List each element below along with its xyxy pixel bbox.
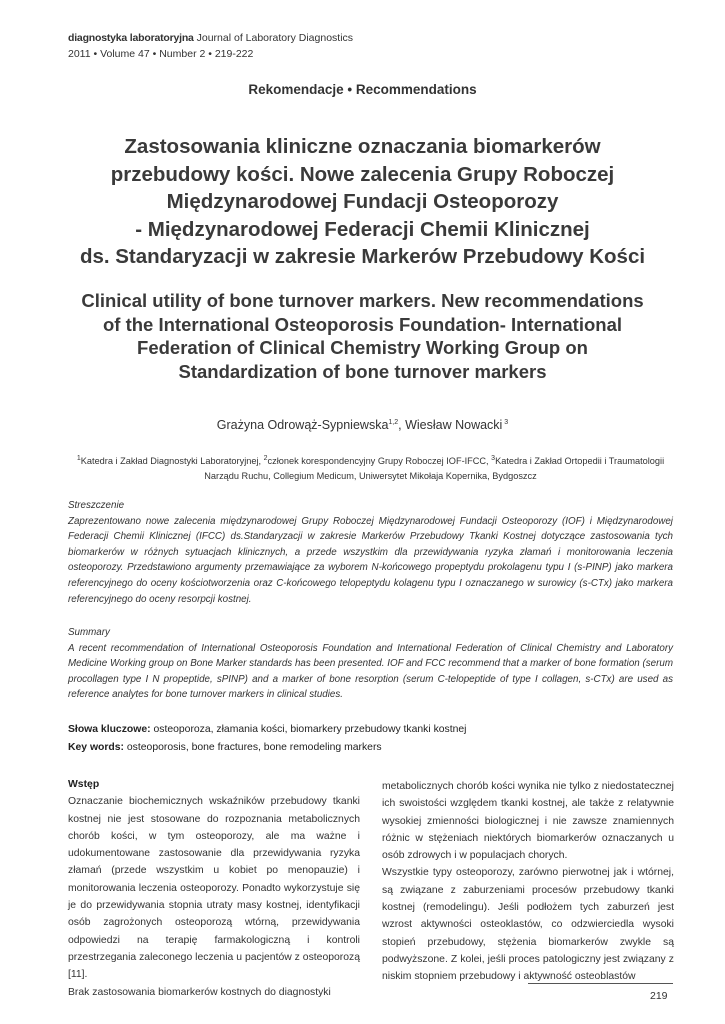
body-paragraph: Oznaczanie biochemicznych wskaźników przebudowy tkanki kostnej nie jest stosowane do rozpoznania metabolicznych chorób kości, w tym osteoporozy, ale ma ważne i udokumentowane zastosowanie dla przewidywania ryzyka złamań (przede wszystkim u kobiet po menopauzie) i monitorowania leczenia osteoporozy. Ponadto wykorzystuje się je do przewidywania stopnia utraty masy kostnej, identyfikacji osób zagrożonych osteoporozą wtórną, przewidywania odpowiedzi na terapię farmakologiczną i kontroli przestrzegania zaleconego leczenia u pacjentów z osteoporozą [11]. bbox=[68, 796, 360, 981]
abstract-polish bbox=[68, 498, 673, 607]
author-affiliation-mark: 1,2 bbox=[388, 418, 399, 426]
abstract-text: Zaprezentowano nowe zalecenia międzynarodowej Grupy Roboczej Międzynarodowej Fundacji Osteoporozy (IOF) i Międzynarodowej Federacji Chemii Klinicznej (IFCC) ds.Standaryzacji w zakresie Markerów Przebudowy Tkanki Kostnej dotyczące zastosowania tych biomarkerów w różnych sytuacjach klinicznych, a przede wszystkim dla przewidywania ryzyka złamań i monitorowania leczenia osteoporozy. Przedstawiono argumenty przemawiające za wyborem N-końcowego propeptydu prokolagenu typu I (s-PINP) jako markera referencyjnego do oceny kościotworzenia oraz C-końcowego telopeptydu kolagenu typu I oznaczanego w surowicy (s-CTx) jako markera referencyjnego do oceny resorpcji kostnej. bbox=[68, 515, 673, 605]
title-en-line: of the International Osteoporosis Foundation- International bbox=[102, 313, 623, 335]
keywords-label: Key words: bbox=[68, 742, 125, 753]
journal-line bbox=[68, 30, 353, 46]
affil-mark: 1 bbox=[76, 455, 81, 462]
title-pl-line: - Międzynarodowej Federacji Chemii Klinicznej bbox=[135, 217, 590, 241]
title-polish bbox=[40, 133, 685, 271]
title-pl-line: Międzynarodowej Fundacji Osteoporozy bbox=[166, 190, 559, 213]
keywords-english bbox=[68, 742, 673, 753]
affil-text: członek korespondencyjny Grupy Roboczej IOF-IFCC, bbox=[267, 456, 492, 467]
author-name: Grażyna Odrowąż-Sypniewska bbox=[216, 418, 389, 432]
abstract-heading: Streszczenie bbox=[68, 500, 125, 511]
body-paragraph: metabolicznych chorób kości wynika nie tylko z niedostatecznej ich swoistości względem tkanki kostnej, ale także z relatywnie wysokiej zmienności biologicznej i nie zawsze znamiennych różnic w stężeniach niektórych biomarkerów oznaczanych u osób zdrowych i w populacjach chorych. bbox=[382, 781, 674, 862]
body-paragraph: Wszystkie typy osteoporozy, zarówno pierwotnej jak i wtórnej, są związane z zaburzeniami procesów przebudowy tkanki kostnej (remodelingu). Jeśli podłożem tych zaburzeń jest wzrost aktywności osteoklastów, co odzwierciedla wysoki stopień przebudowy, stężenia biomarkerów zwykle są podwyższone. Z kolei, jeśli proces patologiczny jest związany z niskim stopniem przebudowy i aktywność osteoblastów bbox=[382, 867, 674, 983]
authors bbox=[0, 418, 725, 432]
title-pl-line: Zastosowania kliniczne oznaczania biomarkerów bbox=[124, 135, 601, 158]
keywords-polish bbox=[68, 724, 673, 735]
title-en-line: Clinical utility of bone turnover markers. New recommendations bbox=[81, 290, 644, 311]
body-column-right bbox=[382, 778, 674, 986]
section-label: Rekomendacje • Recommendations bbox=[248, 82, 477, 97]
author-separator: , bbox=[398, 418, 406, 432]
title-pl-line: przebudowy kości. Nowe zalecenia Grupy Roboczej bbox=[110, 162, 615, 186]
keywords-text: osteoporosis, bone fractures, bone remodeling markers bbox=[124, 742, 382, 753]
keywords-label: Słowa kluczowe: bbox=[68, 724, 151, 735]
affiliations bbox=[68, 451, 673, 484]
journal-brand: diagnostyka laboratoryjna bbox=[68, 32, 194, 44]
title-english bbox=[40, 289, 685, 383]
abstract-english bbox=[68, 625, 673, 703]
journal-header bbox=[68, 30, 353, 62]
issue-info: 2011 • Volume 47 • Number 2 • 219-222 bbox=[68, 48, 254, 60]
affil-mark: 2 bbox=[263, 455, 268, 462]
body-paragraph: Brak zastosowania biomarkerów kostnych do diagnostyki bbox=[68, 986, 331, 998]
title-pl-line: ds. Standaryzacji w zakresie Markerów Przebudowy Kości bbox=[79, 245, 646, 268]
title-en-line: Federation of Clinical Chemistry Working Group on bbox=[137, 337, 588, 358]
abstract-text: A recent recommendation of International Osteoporosis Foundation and International Federation of Clinical Chemistry and Laboratory Medicine Working group on Bone Marker standards has been presented. IOF and FCC recommend that a marker of bone formation (serum procollagen type I N propeptide, sPINP) and a marker of bone resorption (serum C-telopeptide of type I collagen, s-CTx) are used as reference analytes for bone turnover markers in clinical studies. bbox=[68, 642, 673, 701]
footer-divider bbox=[528, 983, 673, 984]
affil-mark: 3 bbox=[491, 455, 496, 462]
abstract-heading: Summary bbox=[68, 627, 110, 638]
body-column-left bbox=[68, 776, 360, 1001]
section-heading: Wstęp bbox=[68, 779, 100, 790]
author-name: Wiesław Nowacki bbox=[405, 418, 503, 432]
affil-text: Katedra i Zakład Ortopedii i Traumatologii Narządu Ruchu, Collegium Medicum, Uniwersytet Mikołaja Kopernika, Bydgoszcz bbox=[204, 456, 665, 482]
title-en-line: Standardization of bone turnover markers bbox=[178, 360, 547, 382]
author-affiliation-mark: 3 bbox=[502, 418, 509, 426]
affil-text: Katedra i Zakład Diagnostyki Laboratoryjnej, bbox=[80, 456, 264, 467]
keywords-text: osteoporoza, złamania kości, biomarkery przebudowy tkanki kostnej bbox=[150, 724, 467, 735]
journal-name: Journal of Laboratory Diagnostics bbox=[196, 32, 354, 44]
page-number: 219 bbox=[650, 990, 668, 1002]
